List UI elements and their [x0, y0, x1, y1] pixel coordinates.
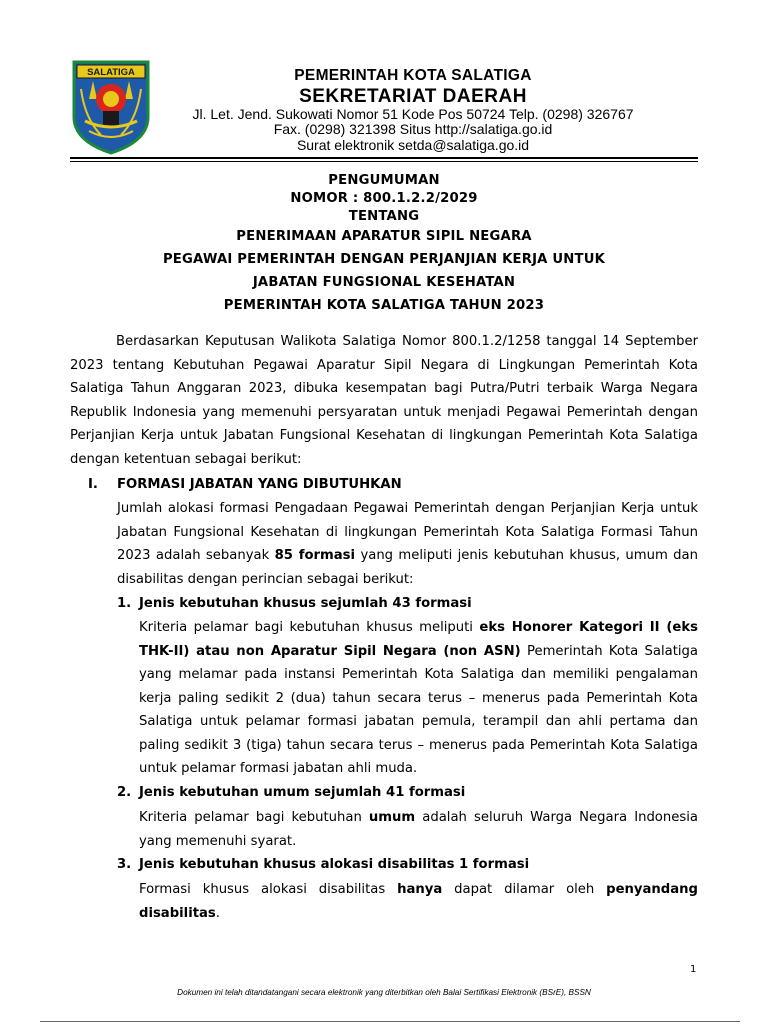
item-3-heading: Jenis kebutuhan khusus alokasi disabilitas 1 formasi — [139, 857, 530, 872]
item-2-number: 2. — [117, 785, 132, 800]
item-2-heading: Jenis kebutuhan umum sejumlah 41 formasi — [139, 785, 466, 800]
item-1-number: 1. — [117, 596, 132, 611]
doc-title-line-1: PENERIMAAN APARATUR SIPIL NEGARA — [236, 229, 532, 244]
section-1-heading: FORMASI JABATAN YANG DIBUTUHKAN — [117, 477, 402, 492]
section-1-paragraph: Jumlah alokasi formasi Pengadaan Pegawai Pemerintah dengan Perjanjian Kerja untuk Jabatan Fungsional Kesehatan di lingkungan Pemerintah Kota Salatiga Formasi Tahun 2023 adalah sebanyak 85 formasi yang meliputi jenis kebutuhan khusus, umum dan disabilitas dengan perincian sebagai berikut: — [117, 501, 698, 587]
office-address: Jl. Let. Jend. Sukowati Nomor 51 Kode Pos 50724 Telp. (0298) 326767 — [192, 106, 634, 122]
item-2-paragraph: Kriteria pelamar bagi kebutuhan umum adalah seluruh Warga Negara Indonesia yang memenuhi syarat. — [139, 810, 698, 849]
government-name: PEMERINTAH KOTA SALATIGA — [294, 67, 532, 84]
page-bottom-divider — [40, 1021, 740, 1022]
doc-about: TENTANG — [348, 209, 420, 224]
logo-text: SALATIGA — [87, 67, 135, 78]
salatiga-coat-of-arms-logo — [71, 59, 151, 155]
office-fax-website: Fax. (0298) 321398 Situs http://salatiga.go.id — [273, 121, 553, 137]
intro-paragraph: Berdasarkan Keputusan Walikota Salatiga Nomor 800.1.2/1258 tanggal 14 September 2023 tentang Kebutuhan Pegawai Aparatur Sipil Negara di Lingkungan Pemerintah Kota Salatiga Tahun Anggaran 2023, dibuka kesempatan bagi Putra/Putri terbaik Warga Negara Republik Indonesia yang memenuhi persyaratan untuk menjadi Pegawai Pemerintah dengan Perjanjian Kerja untuk Jabatan Fungsional Kesehatan di lingkungan Pemerintah Kota Salatiga dengan ketentuan sebagai berikut: — [70, 334, 698, 467]
page-number: 1 — [690, 964, 697, 975]
item-3-paragraph: Formasi khusus alokasi disabilitas hanya dapat dilamar oleh penyandang disabilitas. — [139, 882, 698, 921]
office-name: SEKRETARIAT DAERAH — [299, 86, 527, 107]
doc-title-line-3: JABATAN FUNGSIONAL KESEHATAN — [252, 275, 516, 290]
letterhead-divider-thin — [70, 161, 698, 162]
doc-number: NOMOR : 800.1.2.2/2029 — [290, 191, 478, 206]
doc-type: PENGUMUMAN — [328, 173, 440, 188]
office-email: Surat elektronik setda@salatiga.go.id — [296, 137, 530, 153]
doc-title-line-2: PEGAWAI PEMERINTAH DENGAN PERJANJIAN KERJA UNTUK — [162, 252, 606, 267]
item-3-number: 3. — [117, 857, 132, 872]
doc-title-line-4: PEMERINTAH KOTA SALATIGA TAHUN 2023 — [223, 298, 545, 313]
letterhead-divider-thick — [70, 157, 698, 159]
section-1-number: I. — [88, 477, 98, 492]
esignature-footer-note: Dokumen ini telah ditandatangani secara elektronik yang diterbitkan oleh Balai Sertifikasi Elektronik (BSrE), BSSN — [177, 988, 591, 997]
item-1-paragraph: Kriteria pelamar bagi kebutuhan khusus meliputi eks Honorer Kategori II (eks THK-II) atau non Aparatur Sipil Negara (non ASN) Pemerintah Kota Salatiga yang melamar pada instansi Pemerintah Kota Salatiga dan memiliki pengalaman kerja paling sedikit 2 (dua) tahun secara terus – menerus pada Pemerintah Kota Salatiga untuk pelamar formasi jabatan pemula, terampil dan ahli pertama dan paling sedikit 3 (tiga) tahun secara terus – menerus pada Pemerintah Kota Salatiga untuk pelamar formasi jabatan ahli muda. — [139, 620, 698, 776]
item-1-heading: Jenis kebutuhan khusus sejumlah 43 formasi — [139, 596, 472, 611]
